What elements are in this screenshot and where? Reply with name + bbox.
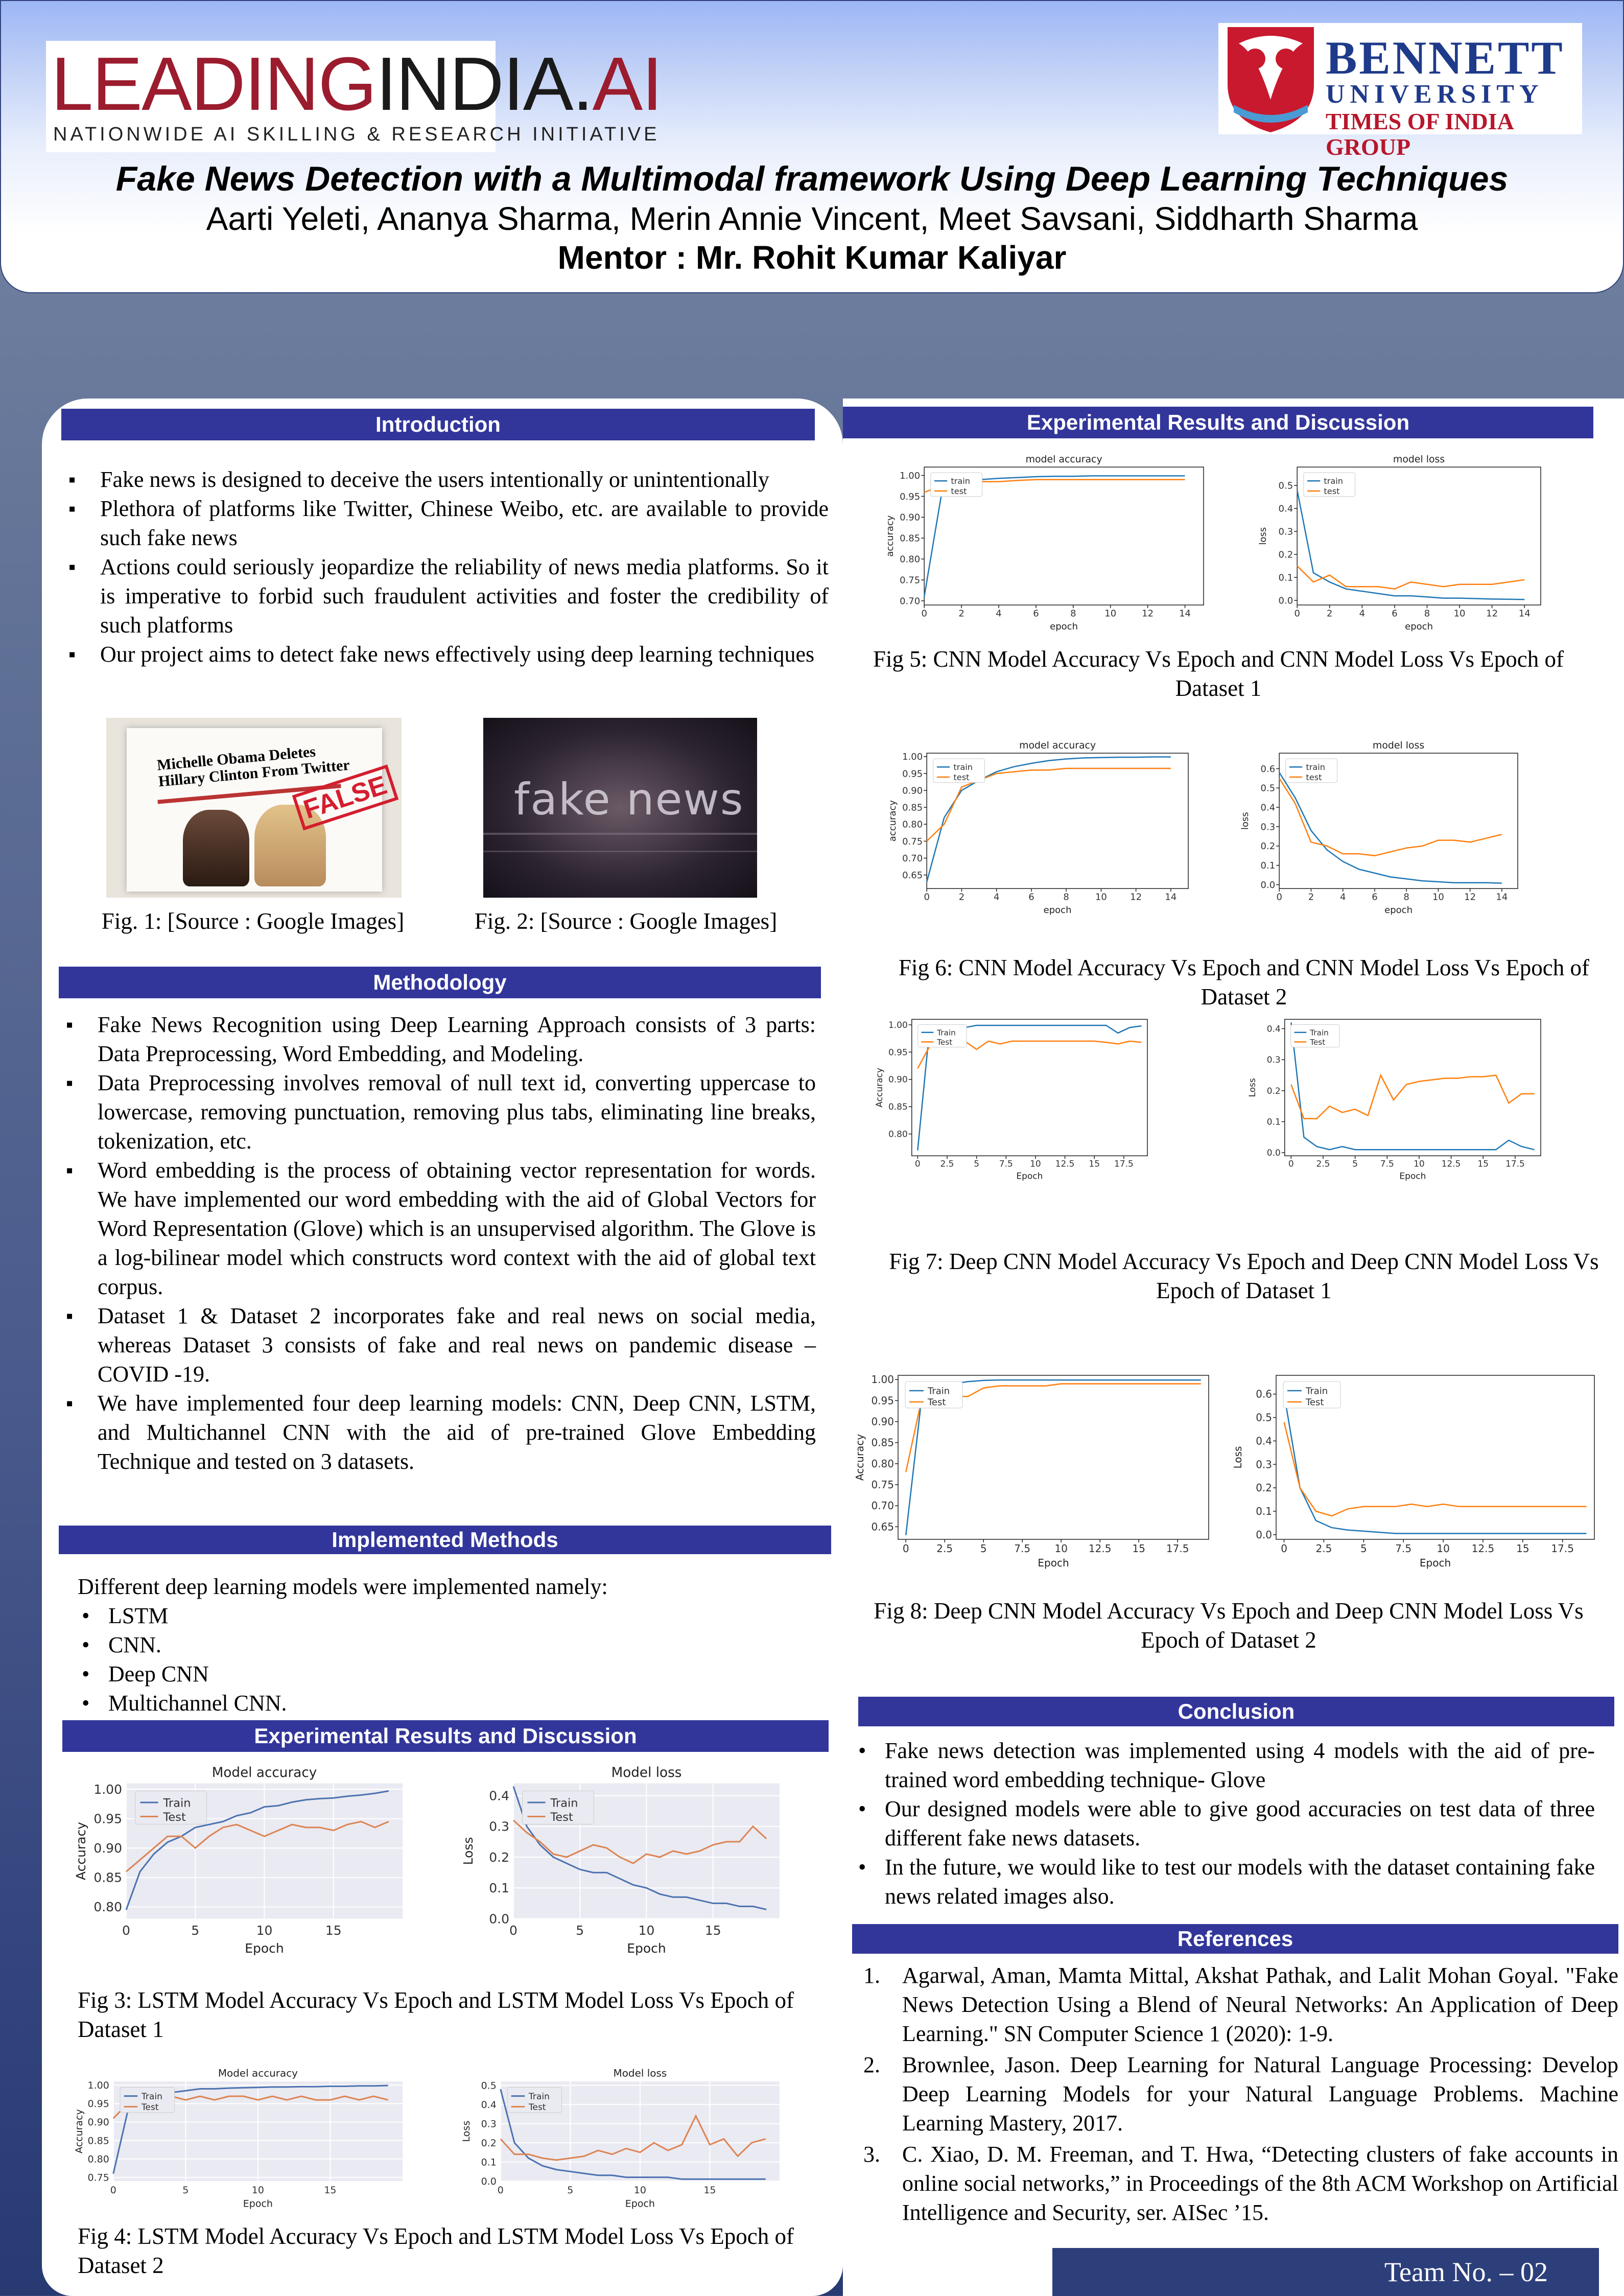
reference-item: [852, 1961, 1618, 2048]
y-tick-label: 0.2: [1278, 549, 1293, 560]
x-axis-label: Epoch: [1016, 1171, 1043, 1182]
logo-right-line3: TIMES OF INDIA GROUP: [1326, 108, 1513, 160]
y-tick-label: 0.95: [87, 2098, 109, 2110]
x-axis-label: epoch: [1050, 621, 1078, 632]
fig7-loss-chart: [1246, 1014, 1548, 1183]
chart-title: model accuracy: [1019, 740, 1096, 752]
x-tick-label: 0: [1288, 1159, 1294, 1169]
y-axis-label: Loss: [461, 1837, 476, 1865]
x-tick-label: 17.5: [1551, 1542, 1574, 1555]
y-tick-label: 1.00: [871, 1373, 894, 1386]
x-axis-label: Epoch: [627, 1940, 666, 1956]
y-tick-label: 0.1: [489, 1881, 509, 1896]
x-tick-label: 2.5: [936, 1542, 953, 1555]
y-tick-label: 0.0: [1266, 1148, 1281, 1159]
y-tick-label: 0.0: [481, 2175, 497, 2187]
y-tick-label: 1.00: [900, 470, 921, 481]
fig1-caption: Fig. 1: [Source : Google Images]: [101, 908, 405, 934]
y-tick-label: 0.4: [481, 2099, 497, 2111]
fig2-image: [483, 718, 757, 898]
y-tick-label: 0.65: [871, 1520, 894, 1533]
x-tick-label: 15: [1089, 1159, 1100, 1169]
y-tick-label: 0.90: [93, 1840, 122, 1856]
fig2-caption: Fig. 2: [Source : Google Images]: [474, 908, 778, 934]
fig3-accuracy-chart: [73, 1759, 410, 1958]
fig1-newspaper: [127, 728, 391, 892]
y-tick-label: 0.80: [902, 819, 923, 830]
y-tick-label: 1.00: [87, 2079, 109, 2091]
y-axis-label: Loss: [461, 2120, 472, 2142]
y-tick-label: 0.75: [902, 836, 923, 847]
logo-left-word-a: LEADING: [51, 42, 376, 126]
logo-right-line1: BENNETT: [1326, 32, 1565, 84]
x-tick-label: 10: [633, 2184, 646, 2196]
y-axis-label: loss: [1258, 527, 1268, 545]
y-tick-label: 1.00: [902, 752, 923, 763]
x-axis-label: Epoch: [1038, 1557, 1069, 1569]
legend-label: Train: [1310, 1028, 1329, 1038]
y-tick-label: 0.90: [902, 785, 923, 796]
y-tick-label: 0.2: [1266, 1086, 1281, 1096]
legend-label: Test: [937, 1038, 953, 1047]
reference-number: 2.: [863, 2052, 880, 2077]
fig5-loss-chart: [1257, 450, 1548, 634]
fig2-streak: [483, 851, 757, 852]
x-tick-label: 10: [1095, 892, 1107, 903]
y-tick-label: 1.00: [93, 1782, 122, 1797]
x-tick-label: 2.5: [1315, 1542, 1332, 1555]
x-tick-label: 10: [1104, 608, 1117, 619]
poster-title: Fake News Detection with a Multimodal framework Using Deep Learning Techniques: [115, 159, 1509, 198]
reference-text: Agarwal, Aman, Mamta Mittal, Akshat Pathak, and Lalit Mohan Goyal. "Fake News Detection Using a Blend of Neural Networks: An Application of Deep Learning." SN Computer Science 1 (2020): 1-9.: [902, 1963, 1618, 2046]
y-tick-label: 0.0: [489, 1911, 509, 1927]
chart-title: model accuracy: [1025, 454, 1102, 465]
y-tick-label: 0.85: [888, 1102, 908, 1113]
y-tick-label: 0.85: [871, 1436, 894, 1449]
reference-number: 1.: [863, 1963, 880, 1988]
y-axis-label: Accuracy: [74, 1821, 88, 1881]
list-item: ▪ We have implemented four deep learning models: CNN, Deep CNN, LSTM, and Multichannel CNN with the aid of pre-trained Glove Embedding Technique and tested on 3 datasets.: [59, 1389, 816, 1476]
x-tick-label: 15: [704, 1923, 721, 1938]
implemented-list: [78, 1601, 486, 1718]
x-tick-label: 5: [1352, 1159, 1358, 1169]
y-tick-label: 0.65: [902, 870, 923, 881]
x-tick-label: 4: [993, 892, 1000, 903]
fig3-loss-chart: [460, 1759, 787, 1958]
legend-label: train: [1324, 476, 1344, 486]
fig1-image: [106, 718, 402, 898]
chart-title: model loss: [1372, 740, 1425, 752]
y-tick-label: 0.85: [93, 1870, 122, 1885]
x-tick-label: 12: [1464, 892, 1476, 903]
logo-right-line2: UNIVERSITY: [1326, 80, 1544, 109]
x-tick-label: 12: [1486, 608, 1498, 619]
y-axis-label: Loss: [1232, 1446, 1244, 1469]
y-tick-label: 0.3: [489, 1819, 509, 1834]
conclusion-bullets: [854, 1736, 1595, 1911]
legend-label: Train: [937, 1028, 956, 1038]
y-tick-label: 0.1: [481, 2157, 497, 2168]
y-tick-label: 0.5: [1260, 783, 1276, 794]
legend-label: Test: [528, 2102, 546, 2113]
y-tick-label: 0.2: [489, 1849, 509, 1865]
logo-left-word-c: AI: [592, 42, 662, 126]
x-tick-label: 6: [1028, 892, 1034, 903]
x-tick-label: 2.5: [940, 1159, 954, 1169]
methodology-heading: Methodology: [59, 967, 821, 998]
y-tick-label: 0.75: [871, 1479, 894, 1491]
y-tick-label: 0.90: [888, 1074, 908, 1085]
y-tick-label: 0.90: [871, 1415, 894, 1428]
y-tick-label: 0.6: [1260, 763, 1276, 775]
list-item: ▪ Fake News Recognition using Deep Learning Approach consists of 3 parts: Data Preprocessing, Word Embedding, and Modeling.: [59, 1010, 816, 1068]
legend-label: Train: [141, 2091, 162, 2102]
legend-label: Test: [163, 1810, 186, 1824]
reference-item: [852, 2050, 1618, 2138]
x-tick-label: 12.5: [1471, 1542, 1495, 1555]
y-axis-label: Accuracy: [854, 1434, 866, 1481]
x-tick-label: 12.5: [1088, 1542, 1112, 1555]
x-tick-label: 2: [958, 608, 964, 619]
logo-left-tagline: NATIONWIDE AI SKILLING & RESEARCH INITIATIVE: [53, 124, 660, 145]
x-tick-label: 6: [1372, 892, 1378, 903]
x-tick-label: 17.5: [1505, 1159, 1525, 1169]
y-tick-label: 1.00: [888, 1020, 908, 1030]
x-tick-label: 7.5: [1014, 1542, 1031, 1555]
list-item: ▪ Plethora of platforms like Twitter, Chinese Weibo, etc. are available to provide such fake news: [61, 494, 829, 552]
x-tick-label: 0: [924, 892, 930, 903]
logo-left-wordmark: [51, 42, 662, 126]
x-tick-label: 15: [1516, 1542, 1529, 1555]
x-tick-label: 7.5: [1395, 1542, 1412, 1555]
legend-label: test: [951, 486, 967, 496]
legend-label: train: [951, 476, 971, 486]
x-tick-label: 15: [1477, 1159, 1489, 1169]
legend-label: Train: [1306, 1386, 1328, 1397]
y-tick-label: 0.75: [900, 575, 921, 586]
x-tick-label: 2.5: [1316, 1159, 1330, 1169]
list-item: ▪ Actions could seriously jeopardize the reliability of news media platforms. So it is imperative to forbid such fraudulent activities and foster the credibility of such platforms: [61, 552, 829, 640]
results-left-heading: Experimental Results and Discussion: [62, 1720, 829, 1752]
fig6-loss-chart: [1239, 736, 1525, 917]
x-tick-label: 12: [1142, 608, 1154, 619]
x-axis-label: epoch: [1405, 621, 1433, 632]
fig7-caption: Fig 7: Deep CNN Model Accuracy Vs Epoch and Deep CNN Model Loss Vs Epoch of Dataset 1: [889, 1249, 1599, 1303]
leadingindia-logo: [46, 41, 662, 152]
list-item: ▪ Data Preprocessing involves removal of null text id, converting uppercase to lowercase, removing punctuation, removing plus tabs, eliminating line breaks, tokenization, etc.: [59, 1068, 816, 1156]
x-tick-label: 15: [324, 2184, 337, 2196]
y-tick-label: 0.0: [1260, 879, 1276, 891]
x-tick-label: 0: [509, 1923, 517, 1938]
x-tick-label: 6: [1033, 608, 1039, 619]
y-tick-label: 0.70: [902, 853, 923, 864]
y-tick-label: 0.1: [1256, 1505, 1272, 1517]
fig3-caption: Fig 3: LSTM Model Accuracy Vs Epoch and LSTM Model Loss Vs Epoch of Dataset 1: [78, 1987, 794, 2042]
reference-text: C. Xiao, D. M. Freeman, and T. Hwa, “Detecting clusters of fake accounts in online social networks,” in Proceedings of the 8th ACM Workshop on Artificial Intelligence and Security, ser. AISec ’15.: [902, 2142, 1618, 2225]
x-axis-label: epoch: [1384, 904, 1413, 916]
legend-label: Test: [928, 1397, 946, 1408]
x-tick-label: 0: [497, 2184, 504, 2196]
list-item: • Multichannel CNN.: [78, 1689, 486, 1718]
x-tick-label: 12.5: [1055, 1159, 1075, 1169]
fig2-text: fake news: [514, 774, 744, 825]
x-tick-label: 0: [1294, 608, 1300, 619]
y-tick-label: 0.5: [1256, 1411, 1272, 1424]
x-tick-label: 10: [251, 2184, 264, 2196]
poster-authors: Aarti Yeleti, Ananya Sharma, Merin Annie Vincent, Meet Savsani, Siddharth Sharma: [206, 200, 1418, 237]
y-tick-label: 0.80: [871, 1457, 894, 1470]
x-tick-label: 10: [1054, 1542, 1068, 1555]
y-tick-label: 0.80: [93, 1900, 122, 1915]
x-tick-label: 0: [110, 2184, 116, 2196]
x-tick-label: 8: [1424, 608, 1430, 619]
fig2-streak: [483, 833, 757, 835]
x-tick-label: 0: [921, 608, 927, 619]
x-tick-label: 17.5: [1114, 1159, 1134, 1169]
y-tick-label: 0.70: [871, 1500, 894, 1512]
x-tick-label: 10: [256, 1923, 273, 1938]
y-tick-label: 0.4: [1278, 503, 1293, 514]
x-tick-label: 14: [1518, 608, 1531, 619]
chart-title: Model accuracy: [211, 1765, 317, 1780]
fig8-accuracy-chart: [853, 1369, 1216, 1571]
bennett-logo: [1218, 23, 1582, 160]
x-tick-label: 5: [576, 1923, 584, 1938]
y-tick-label: 0.4: [1256, 1435, 1272, 1447]
x-tick-label: 0: [1276, 892, 1282, 903]
introduction-heading: Introduction: [61, 409, 815, 440]
x-tick-label: 7.5: [1380, 1159, 1394, 1169]
list-item: • In the future, we would like to test our models with the dataset containing fake news related images also.: [854, 1853, 1595, 1911]
x-tick-label: 5: [980, 1542, 987, 1555]
y-tick-label: 0.95: [902, 768, 923, 780]
fig1-false-stamp: FALSE: [292, 765, 398, 831]
y-tick-label: 0.95: [871, 1394, 894, 1407]
x-tick-label: 5: [567, 2184, 574, 2196]
list-item: • Fake news detection was implemented using 4 models with the aid of pre-trained word embedding technique- Glove: [854, 1736, 1595, 1794]
x-tick-label: 14: [1179, 608, 1191, 619]
y-axis-label: loss: [1240, 812, 1251, 830]
y-tick-label: 0.85: [902, 802, 923, 813]
x-tick-label: 10: [1453, 608, 1466, 619]
x-tick-label: 5: [974, 1159, 980, 1169]
bennett-shield-icon: [1223, 23, 1318, 134]
x-tick-label: 0: [902, 1542, 909, 1555]
legend-label: test: [1306, 772, 1322, 782]
fig4-loss-chart: [460, 2063, 787, 2211]
poster-mentor: Mentor : Mr. Rohit Kumar Kaliyar: [557, 239, 1067, 276]
introduction-bullets: [61, 465, 829, 669]
y-tick-label: 0.2: [481, 2137, 497, 2149]
x-tick-label: 14: [1165, 892, 1177, 903]
x-tick-label: 14: [1496, 892, 1508, 903]
x-tick-label: 5: [182, 2184, 189, 2196]
chart-title: Model accuracy: [218, 2067, 298, 2079]
y-tick-label: 0.4: [489, 1788, 509, 1803]
legend-label: train: [953, 762, 973, 772]
x-axis-label: epoch: [1043, 904, 1072, 916]
x-tick-label: 4: [1359, 608, 1366, 619]
methodology-bullets: [59, 1010, 816, 1476]
x-tick-label: 0: [1281, 1542, 1287, 1555]
y-tick-label: 0.95: [888, 1047, 908, 1058]
legend-label: Train: [550, 1796, 578, 1810]
y-axis-label: accuracy: [887, 800, 898, 842]
conclusion-heading: Conclusion: [858, 1697, 1614, 1726]
reference-text: Brownlee, Jason. Deep Learning for Natural Language Processing: Develop Deep Learning Models for your Natural Language Problems. Machine Learning Mastery, 2017.: [902, 2052, 1618, 2136]
x-tick-label: 8: [1070, 608, 1076, 619]
list-item: • Our designed models were able to give good accuracies on test data of three different fake news datasets.: [854, 1794, 1595, 1853]
y-axis-label: Accuracy: [74, 2109, 85, 2153]
legend-label: Test: [550, 1810, 573, 1824]
y-tick-label: 0.2: [1256, 1482, 1272, 1494]
x-tick-label: 2: [958, 892, 965, 903]
x-tick-label: 4: [996, 608, 1002, 619]
x-tick-label: 17.5: [1166, 1542, 1189, 1555]
legend-label: test: [953, 772, 970, 782]
y-tick-label: 0.3: [1256, 1458, 1272, 1471]
x-tick-label: 8: [1063, 892, 1069, 903]
y-tick-label: 0.95: [900, 491, 921, 502]
fig1-headline: Michelle Obama Deletes Hillary Clinton From Twitter: [156, 743, 350, 790]
x-tick-label: 2: [1308, 892, 1314, 903]
y-tick-label: 0.75: [87, 2172, 109, 2184]
fig8-caption: Fig 8: Deep CNN Model Accuracy Vs Epoch and Deep CNN Model Loss Vs Epoch of Dataset 2: [874, 1598, 1584, 1653]
y-tick-label: 0.90: [900, 512, 921, 523]
y-tick-label: 0.95: [93, 1811, 122, 1826]
x-axis-label: Epoch: [243, 2198, 273, 2210]
y-tick-label: 0.3: [1278, 526, 1293, 537]
chart-title: model loss: [1393, 454, 1445, 465]
y-tick-label: 0.4: [1260, 802, 1276, 813]
references-list: [852, 1961, 1618, 2229]
x-tick-label: 6: [1392, 608, 1398, 619]
x-tick-label: 10: [1432, 892, 1444, 903]
y-tick-label: 0.85: [87, 2135, 109, 2147]
team-number: Team No. – 02: [1384, 2257, 1548, 2287]
x-tick-label: 7.5: [999, 1159, 1013, 1169]
fig6-caption: Fig 6: CNN Model Accuracy Vs Epoch and CNN Model Loss Vs Epoch of Dataset 2: [899, 955, 1589, 1010]
y-tick-label: 0.1: [1260, 860, 1276, 872]
list-item: ▪ Our project aims to detect fake news effectively using deep learning techniques: [61, 640, 829, 669]
chart-title: Model loss: [611, 1765, 682, 1780]
list-item: • LSTM: [78, 1601, 486, 1630]
legend-label: Train: [928, 1386, 950, 1397]
reference-number: 3.: [863, 2142, 880, 2167]
reference-item: [852, 2140, 1618, 2227]
fig8-loss-chart: [1231, 1369, 1602, 1571]
references-heading: References: [852, 1924, 1618, 1954]
legend-label: train: [1306, 762, 1326, 772]
fig1-portrait-left: [183, 810, 249, 886]
y-tick-label: 0.80: [87, 2153, 109, 2165]
x-tick-label: 12.5: [1441, 1159, 1461, 1169]
fig7-accuracy-chart: [874, 1014, 1155, 1183]
y-tick-label: 0.90: [87, 2117, 109, 2128]
x-tick-label: 2: [1327, 608, 1333, 619]
y-tick-label: 0.70: [900, 596, 921, 607]
results-right-heading: Experimental Results and Discussion: [843, 407, 1593, 438]
y-tick-label: 0.0: [1256, 1528, 1272, 1541]
y-tick-label: 0.3: [1260, 822, 1276, 833]
y-tick-label: 0.3: [481, 2118, 497, 2130]
x-tick-label: 5: [1360, 1542, 1367, 1555]
x-tick-label: 12: [1130, 892, 1142, 903]
x-tick-label: 10: [1414, 1159, 1425, 1169]
list-item: • Deep CNN: [78, 1659, 486, 1689]
y-tick-label: 0.0: [1278, 595, 1293, 606]
y-tick-label: 0.2: [1260, 841, 1276, 852]
legend-label: Train: [163, 1796, 191, 1810]
x-tick-label: 15: [1132, 1542, 1145, 1555]
list-item: • CNN.: [78, 1630, 486, 1659]
implemented-heading: Implemented Methods: [59, 1526, 831, 1554]
legend-label: Train: [528, 2091, 550, 2102]
y-tick-label: 0.5: [1278, 480, 1293, 491]
y-tick-label: 0.5: [481, 2080, 497, 2092]
list-item: ▪ Dataset 1 & Dataset 2 incorporates fake and real news on social media, whereas Dataset 3 consists of fake and real news on pandemic disease – COVID -19.: [59, 1301, 816, 1389]
x-axis-label: Epoch: [1399, 1171, 1426, 1182]
legend-label: Test: [1310, 1038, 1326, 1047]
x-axis-label: Epoch: [1419, 1557, 1451, 1569]
team-number-badge: [1052, 2248, 1599, 2296]
y-tick-label: 0.80: [900, 554, 921, 565]
x-tick-label: 8: [1403, 892, 1409, 903]
x-tick-label: 5: [191, 1923, 200, 1938]
fig5-accuracy-chart: [884, 450, 1211, 634]
fig4-caption: Fig 4: LSTM Model Accuracy Vs Epoch and LSTM Model Loss Vs Epoch of Dataset 2: [78, 2223, 794, 2278]
chart-title: Model loss: [613, 2067, 667, 2079]
y-tick-label: 0.6: [1256, 1388, 1272, 1400]
fig4-accuracy-chart: [73, 2063, 410, 2211]
x-tick-label: 0: [914, 1159, 921, 1169]
y-axis-label: Accuracy: [875, 1067, 885, 1108]
x-tick-label: 15: [703, 2184, 716, 2196]
fig6-accuracy-chart: [886, 736, 1195, 917]
x-axis-label: Epoch: [245, 1940, 284, 1956]
fig5-caption: Fig 5: CNN Model Accuracy Vs Epoch and CNN Model Loss Vs Epoch of Dataset 1: [873, 646, 1564, 701]
x-tick-label: 4: [1339, 892, 1346, 903]
x-tick-label: 0: [122, 1923, 130, 1938]
legend-label: Test: [141, 2102, 159, 2113]
legend-label: Test: [1306, 1397, 1324, 1408]
y-axis-label: accuracy: [885, 515, 896, 557]
legend-label: test: [1324, 486, 1340, 496]
x-tick-label: 10: [1030, 1159, 1041, 1169]
x-tick-label: 15: [325, 1923, 342, 1938]
list-item: ▪ Word embedding is the process of obtaining vector representation for words. We have implemented our word embedding with the aid of Global Vectors for Word Representation (Glove) which is an unsupervised algorithm. The Glove is a log-bilinear model which constructs word context with the aid of global text corpus.: [59, 1156, 816, 1301]
logo-left-word-b: INDIA.: [375, 42, 593, 126]
y-axis-label: Loss: [1248, 1078, 1258, 1097]
list-item: ▪ Fake news is designed to deceive the users intentionally or unintentionally: [61, 465, 829, 494]
y-tick-label: 0.1: [1278, 572, 1293, 583]
x-tick-label: 10: [638, 1923, 655, 1938]
y-tick-label: 0.4: [1266, 1024, 1281, 1035]
x-tick-label: 10: [1437, 1542, 1450, 1555]
x-axis-label: Epoch: [625, 2198, 655, 2210]
y-tick-label: 0.1: [1266, 1117, 1281, 1128]
implemented-intro: Different deep learning models were implemented namely:: [78, 1574, 608, 1599]
y-tick-label: 0.3: [1266, 1055, 1281, 1066]
y-tick-label: 0.85: [900, 533, 921, 544]
y-tick-label: 0.80: [888, 1129, 908, 1140]
